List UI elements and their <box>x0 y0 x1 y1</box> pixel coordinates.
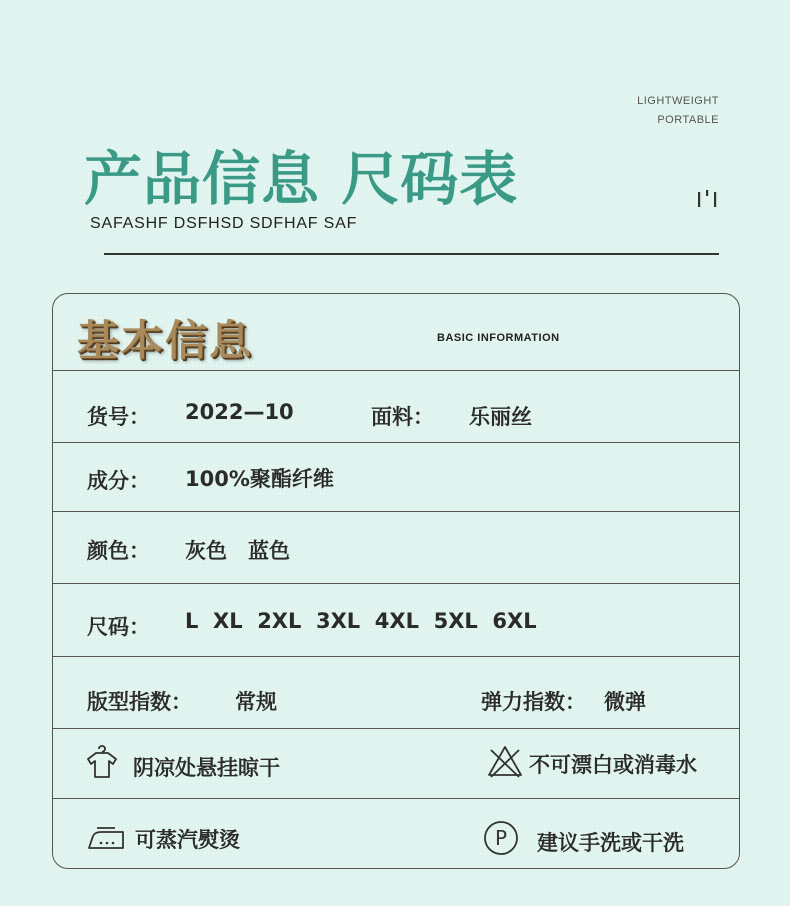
stretch-value: 微弹 <box>604 690 646 714</box>
stretch-label: 弹力指数： <box>481 690 586 714</box>
composition-label: 成分： <box>87 469 150 493</box>
no-bleach-text: 不可漂白或消毒水 <box>529 753 697 777</box>
steam-iron-text: 可蒸汽熨烫 <box>135 828 240 852</box>
iron-icon <box>87 826 125 850</box>
size-label: 尺码： <box>87 615 150 639</box>
fabric-label: 面料： <box>371 405 434 429</box>
composition-row <box>53 442 739 512</box>
color-row <box>53 511 739 584</box>
tag-lightweight: LIGHTWEIGHT <box>637 95 719 107</box>
care-row-1 <box>53 728 739 799</box>
fabric-value: 乐丽丝 <box>469 405 532 429</box>
page-subtitle: SAFASHF DSFHSD SDFHAF SAF <box>90 215 358 232</box>
title-divider <box>104 253 719 255</box>
page-title: 产品信息 尺码表 <box>84 145 519 213</box>
hang-dry-text: 阴凉处悬挂晾干 <box>133 756 280 780</box>
decorative-marks <box>697 189 719 207</box>
color-value: 灰色 蓝色 <box>185 539 290 563</box>
crossed-triangle-icon <box>487 744 523 778</box>
basic-info-card <box>52 293 740 869</box>
section-header-row <box>53 294 739 371</box>
composition-value: 100%聚酯纤维 <box>185 467 334 491</box>
item-no-label: 货号： <box>87 405 150 429</box>
section-title: 基本信息 <box>77 316 254 365</box>
fit-value: 常规 <box>235 690 277 714</box>
fit-label: 版型指数： <box>87 690 192 714</box>
tag-portable: PORTABLE <box>657 114 719 126</box>
item-no-value: 2022—10 <box>185 400 294 424</box>
size-value: L XL 2XL 3XL 4XL 5XL 6XL <box>185 609 537 633</box>
care-row-2 <box>53 798 739 868</box>
dry-clean-text: 建议手洗或干洗 <box>537 831 684 855</box>
fit-stretch-row <box>53 656 739 729</box>
circle-p-icon <box>483 820 519 856</box>
size-row <box>53 583 739 657</box>
section-subtitle: BASIC INFORMATION <box>437 332 560 344</box>
item-fabric-row <box>53 370 739 443</box>
color-label: 颜色： <box>87 539 150 563</box>
shirt-hanger-icon <box>85 745 119 779</box>
svg-text:P: P <box>494 826 508 850</box>
